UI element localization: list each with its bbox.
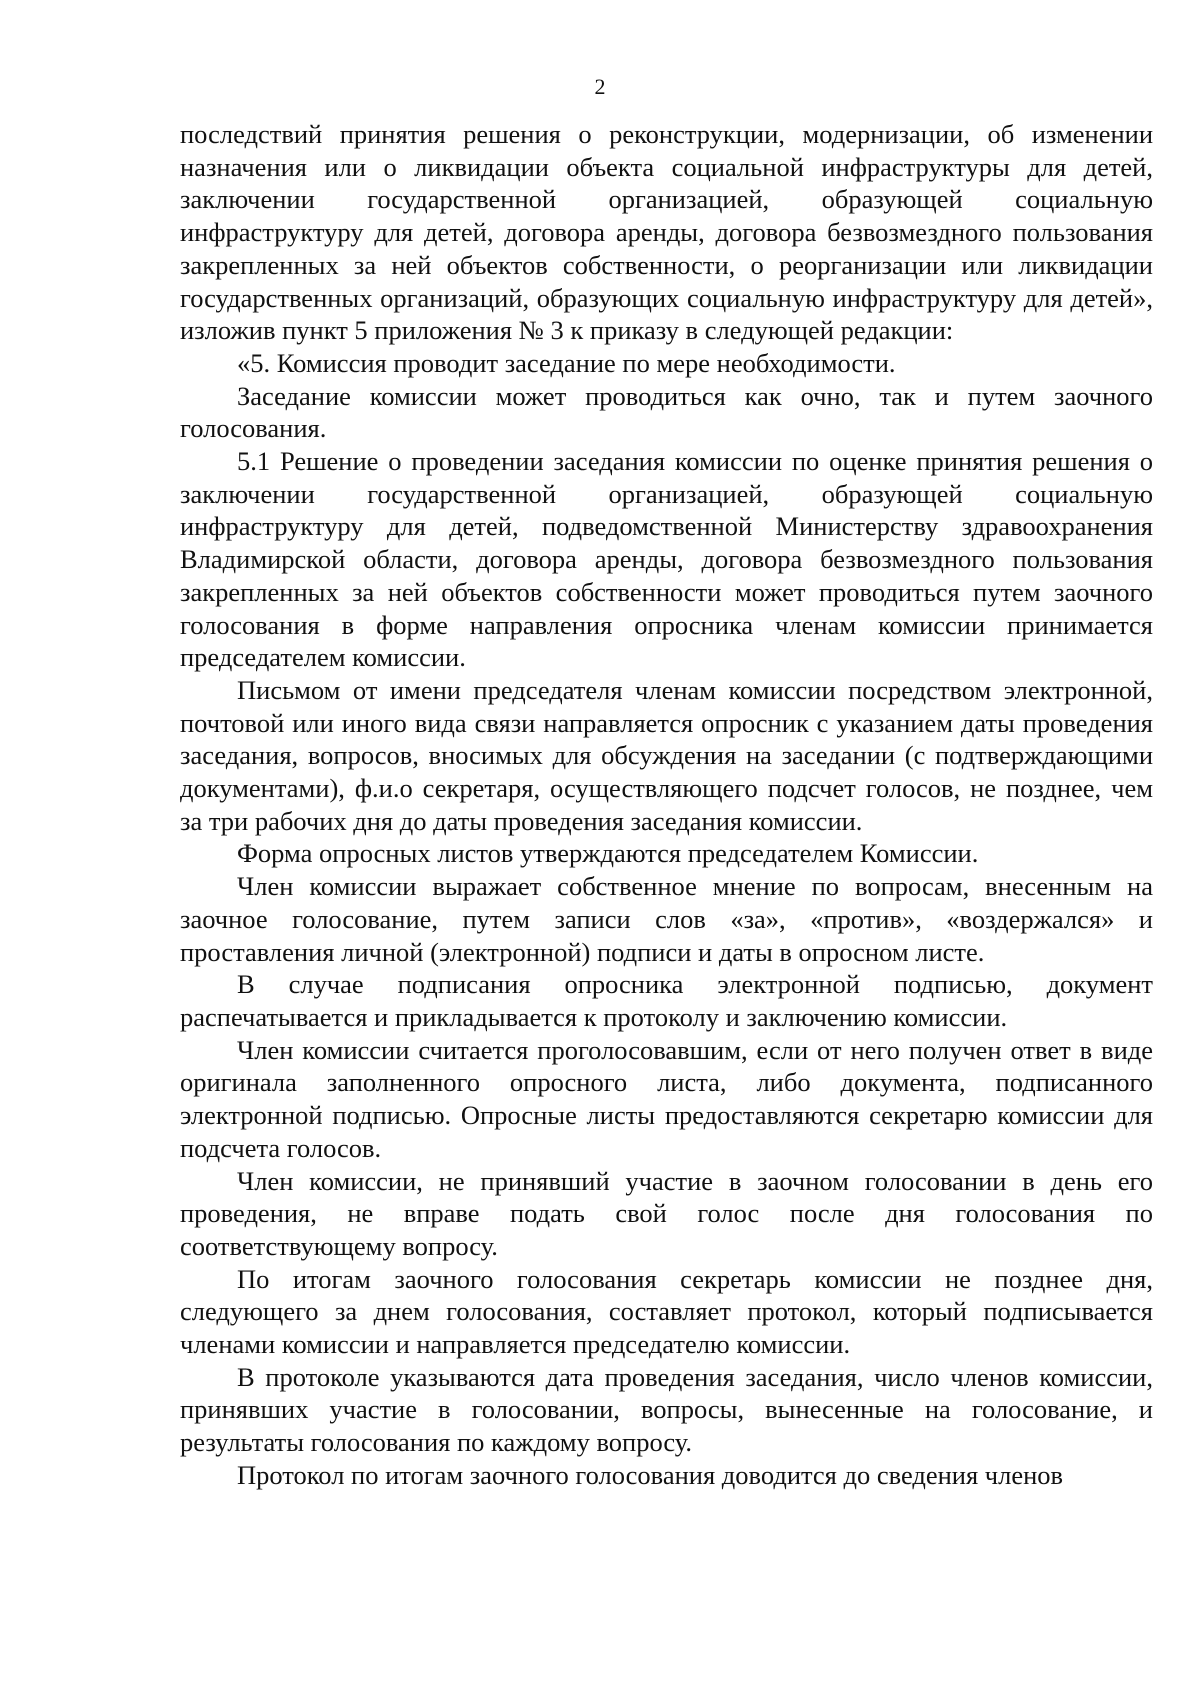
paragraph-letter: Письмом от имени председателя членам комиссии посредством электронной, почтовой или иного вида связи направляется опросник с указанием даты проведения заседания, вопросов, вносимых для обсуждения на заседании (с подтверждающими документами), ф.и.о секретаря, осуществляющего подсчет голосов, не позднее, чем за три рабочих дня до даты проведения заседания комиссии. (180, 674, 1153, 836)
paragraph-form-sheets: Форма опросных листов утверждаются председателем Комиссии. (237, 838, 979, 869)
paragraph-meeting-form: Заседание комиссии может проводиться как очно, так и путем заочного голосования. (180, 380, 1153, 444)
paragraph-e-signature: В случае подписания опросника электронной подписью, документ распечатывается и прикладывается к протоколу и заключению комиссии. (180, 969, 1153, 1032)
paragraph-member-opinion: Член комиссии выражает собственное мнение по вопросам, внесенным на заочное голосование, путем записи слов «за», «против», «воздержался» и проставления личной (электронной) подписи и даты в опросном листе. (180, 871, 1153, 967)
paragraph-protocol-drafting: По итогам заочного голосования секретарь комиссии не позднее дня, следующего за днем голосования, составляет протокол, который подписывается членами комиссии и направляется председателю комиссии. (180, 1263, 1153, 1360)
paragraph-not-voted: Член комиссии, не принявший участие в заочном голосовании в день его проведения, не вправе подать свой голос после дня голосования по соответствующему вопросу. (180, 1165, 1153, 1261)
paragraph-voted: Член комиссии считается проголосовавшим, если от него получен ответ в виде оригинала заполненного опросного листа, либо документа, подписанного электронной подписью. Опросные листы предоставляются секретарю комиссии для подсчета голосов. (180, 1034, 1153, 1163)
document-body (180, 118, 1153, 1492)
paragraph-clause-5-1: 5.1 Решение о проведении заседания комиссии по оценке принятия решения о заключении государственной организацией, образующей социальную инфраструктуру для детей, подведомственной Министерству здравоохранения Владимирской области, договора аренды, договора безвозмездного пользования закрепленных за ней объектов собственности может проводиться путем заочного голосования в форме направления опросника членам комиссии принимается председателем комиссии. (180, 446, 1153, 673)
page-number: 2 (594, 74, 606, 99)
paragraph-protocol-contents: В протоколе указываются дата проведения заседания, число членов комиссии, принявших участие в голосовании, вопросы, вынесенные на голосование, и результаты голосования по каждому вопросу. (180, 1361, 1153, 1458)
paragraph-continuation: последствий принятия решения о реконструкции, модернизации, об изменении назначения или о ликвидации объекта социальной инфраструктуры для детей, заключении государственной организацией, образующей социальную инфраструктуру для детей, договора аренды, договора безвозмездного пользования закрепленных за ней объектов собственности, о реорганизации или ликвидации государственных организаций, образующих социальную инфраструктуру для детей», изложив пункт 5 приложения № 3 к приказу в следующей редакции: (180, 119, 1153, 346)
paragraph-clause-5: «5. Комиссия проводит заседание по мере необходимости. (237, 347, 896, 378)
paragraph-protocol-notice: Протокол по итогам заочного голосования доводится до сведения членов (237, 1459, 1064, 1490)
